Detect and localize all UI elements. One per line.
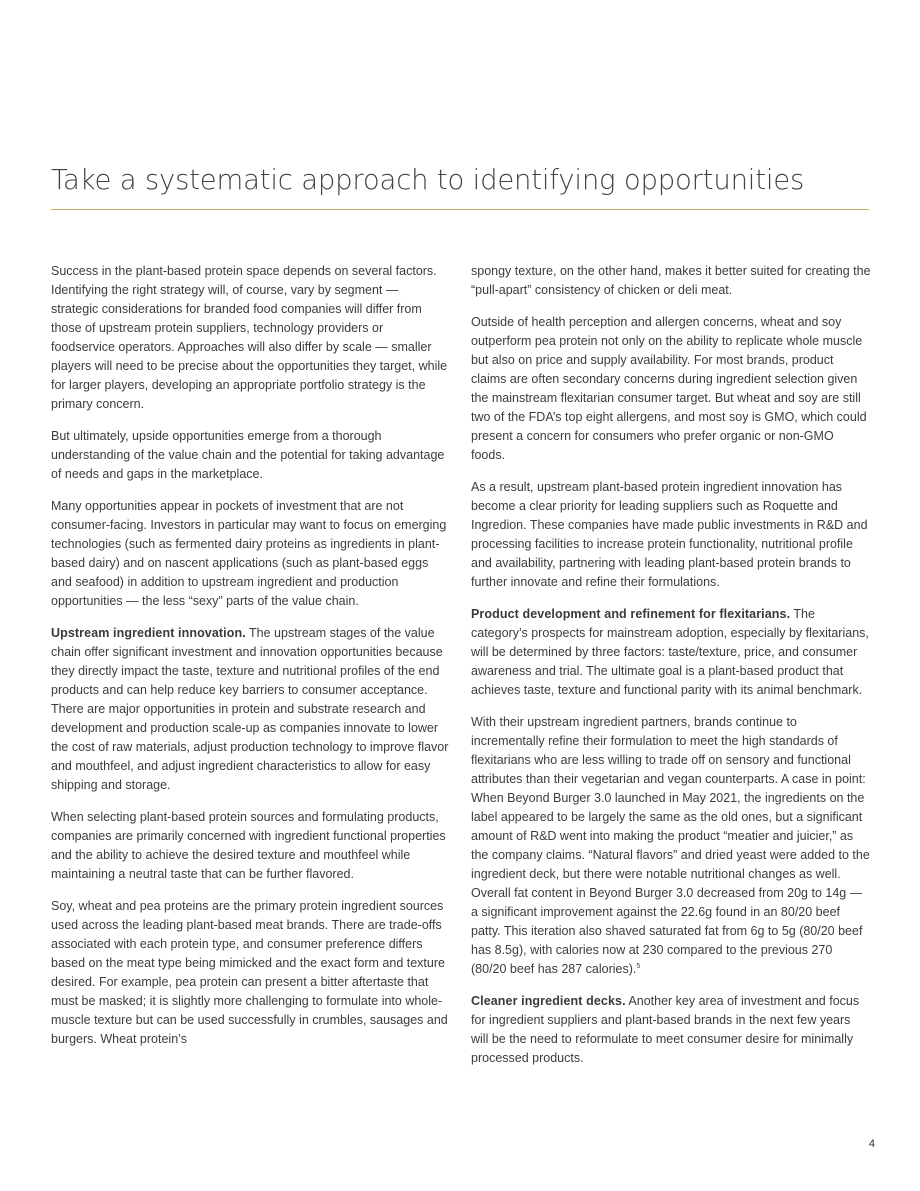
paragraph	[471, 713, 871, 979]
page-number: 4	[868, 1138, 875, 1150]
paragraph-text: With their upstream ingredient partners, brands continue to incrementally refine their formulation to meet the high standards of flexitarians who are less willing to trade off on sensory and functional attributes than their vegetarian and vegan counterparts. A case in point: When Beyond Burger 3.0 launched in May 2021, the ingredients on the label appeared to be largely the same as the old ones, but a significant amount of R&D went into making the product “meatier and juicier,” as the company claims. “Natural flavors” and dried yeast were added to the ingredient deck, but there were notable nutritional changes as well. Overall fat content in Beyond Burger 3.0 decreased from 20g to 14g — a significant improvement against the 22.6g found in an 80/20 beef patty. This iteration also shaved saturated fat from 6g to 5g (80/20 beef has 8.5g), with calories now at 230 compared to the previous 270 (80/20 beef has 287 calories).	[471, 715, 870, 976]
left-column	[51, 262, 449, 1062]
paragraph-lead-heading: Cleaner ingredient decks.	[471, 994, 626, 1008]
footnote-reference: 5	[636, 962, 641, 970]
page-title: Take a systematic approach to identifying opportunities	[51, 164, 805, 196]
paragraph	[51, 897, 449, 1049]
paragraph	[471, 262, 871, 300]
paragraph	[471, 992, 871, 1068]
paragraph	[51, 808, 449, 884]
paragraph-text: Many opportunities appear in pockets of investment that are not consumer-facing. Investors in particular may want to focus on emerging technologies (such as fermented dairy proteins as ingredients in plant-based dairy) and on nascent applications (such as plant-based eggs and seafood) in addition to upstream ingredient and production opportunities — the less “sexy” parts of the value chain.	[51, 499, 447, 608]
paragraph-text: Soy, wheat and pea proteins are the primary protein ingredient sources used across the leading plant-based meat brands. There are trade-offs associated with each protein type, and consumer preference differs based on the meat type being mimicked and the exact form and texture desired. For example, pea protein can present a bitter aftertaste that must be masked; it is slightly more challenging to formulate into whole-muscle texture but can be used successfully in crumbles, sausages and burgers. Wheat protein’s	[51, 899, 448, 1046]
paragraph-lead-heading: Product development and refinement for flexitarians.	[471, 607, 791, 621]
paragraph	[471, 605, 871, 700]
paragraph-lead-heading: Upstream ingredient innovation.	[51, 626, 246, 640]
paragraph-text: The category’s prospects for mainstream adoption, especially by flexitarians, will be determined by three factors: taste/texture, price, and consumer awareness and trial. The ultimate goal is a plant-based product that achieves taste, texture and functional parity with its animal benchmark.	[471, 607, 869, 697]
paragraph	[51, 427, 449, 484]
paragraph	[51, 497, 449, 611]
paragraph-text: But ultimately, upside opportunities emerge from a thorough understanding of the value chain and the potential for taking advantage of needs and gaps in the marketplace.	[51, 429, 445, 481]
paragraph-text: Another key area of investment and focus for ingredient suppliers and plant-based brands in the next few years will be the need to reformulate to meet consumer desire for minimally processed products.	[471, 994, 860, 1065]
paragraph-text: Outside of health perception and allergen concerns, wheat and soy outperform pea protein not only on the ability to replicate whole muscle but also on price and supply availability. For most brands, product claims are often secondary concerns during ingredient selection given the mainstream flexitarian consumer target. But wheat and soy are still two of the FDA’s top eight allergens, and most soy is GMO, which could present a concern for consumers who prefer organic or non-GMO foods.	[471, 315, 867, 462]
right-column	[471, 262, 871, 1081]
paragraph	[471, 313, 871, 465]
paragraph-text: When selecting plant-based protein sources and formulating products, companies are primarily concerned with ingredient functional properties and the ability to achieve the desired texture and mouthfeel while maintaining a neutral taste that can be further flavored.	[51, 810, 446, 881]
paragraph-text: spongy texture, on the other hand, makes it better suited for creating the “pull-apart” consistency of chicken or deli meat.	[471, 264, 871, 297]
paragraph	[51, 262, 449, 414]
paragraph	[471, 478, 871, 592]
title-divider	[51, 209, 869, 210]
paragraph-text: As a result, upstream plant-based protein ingredient innovation has become a clear priority for leading suppliers such as Roquette and Ingredion. These companies have made public investments in R&D and processing facilities to increase protein functionality, nutritional profile and availability, partnering with leading plant-based protein brands to further innovate and refine their formulations.	[471, 480, 868, 589]
paragraph	[51, 624, 449, 795]
paragraph-text: Success in the plant-based protein space depends on several factors. Identifying the right strategy will, of course, vary by segment — strategic considerations for branded food companies will differ from those of upstream protein suppliers, technology providers or foodservice operators. Approaches will also differ by scale — smaller players will need to be precise about the opportunities they target, while for larger players, developing an appropriate portfolio strategy is the primary concern.	[51, 264, 448, 411]
paragraph-text: The upstream stages of the value chain offer significant investment and innovation opportunities because they directly impact the taste, texture and nutritional profiles of the end products and can help reduce key barriers to consumer acceptance. There are major opportunities in protein and substrate research and development and production scale-up as companies innovate to lower the cost of raw materials, adjust production technology to improve flavor and mouthfeel, and adjust ingredient characteristics to allow for easy shipping and storage.	[51, 626, 449, 792]
